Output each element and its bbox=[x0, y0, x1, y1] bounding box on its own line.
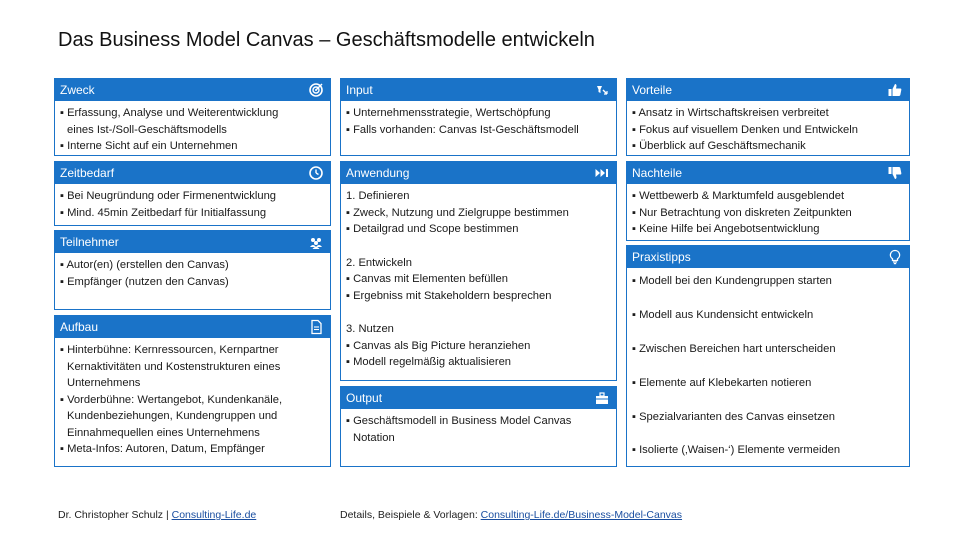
card-header bbox=[341, 387, 616, 409]
text-line: Einnahmequellen eines Unternehmens bbox=[67, 426, 260, 439]
card-header bbox=[627, 79, 909, 101]
text-line: ▪ Erfassung, Analyse und Weiterentwicklung bbox=[60, 107, 279, 119]
card-body bbox=[346, 105, 612, 138]
tip-line: ▪ Spezialvarianten des Canvas einsetzen bbox=[632, 410, 835, 423]
card-body bbox=[346, 188, 612, 371]
card-title: Output bbox=[346, 391, 383, 405]
footer-author-link[interactable]: Consulting-Life.de bbox=[171, 509, 257, 521]
text-line: ▪ Wettbewerb & Marktumfeld ausgeblendet bbox=[632, 190, 845, 202]
text-line: ▪ Meta-Infos: Autoren, Datum, Empfänger bbox=[60, 443, 265, 455]
text-line: ▪ Falls vorhanden: Canvas Ist-Geschäftsmodell bbox=[346, 123, 579, 136]
card-header bbox=[55, 231, 330, 253]
step-title: 2. Entwickeln bbox=[346, 256, 412, 269]
text-line: ▪ Bei Neugründung oder Firmenentwicklung bbox=[60, 190, 277, 202]
lightbulb-icon bbox=[887, 249, 903, 265]
text-line: Notation bbox=[353, 431, 395, 444]
card-header bbox=[627, 246, 909, 268]
text-line: ▪ Ergebniss mit Stakeholdern besprechen bbox=[346, 289, 552, 302]
card-body bbox=[346, 413, 612, 446]
footer-author-text: Dr. Christopher Schulz | bbox=[58, 509, 172, 521]
people-icon bbox=[308, 234, 324, 250]
card-body bbox=[632, 105, 905, 155]
card-aufbau bbox=[54, 315, 331, 467]
card-title: Anwendung bbox=[346, 166, 410, 180]
text-line: ▪ Mind. 45min Zeitbedarf für Initialfassung bbox=[60, 206, 267, 219]
card-output bbox=[340, 386, 617, 467]
text-line: ▪ Geschäftsmodell in Business Model Canvas bbox=[346, 415, 572, 427]
tip-line: ▪ Modell bei den Kundengruppen starten bbox=[632, 275, 832, 287]
text-line: ▪ Vorderbühne: Wertangebot, Kundenkanäle, bbox=[60, 393, 283, 406]
footer-details-link[interactable]: Consulting-Life.de/Business-Model-Canvas bbox=[480, 509, 683, 521]
text-line: ▪ Hinterbühne: Kernressourcen, Kernpartner bbox=[60, 344, 279, 356]
text-line: ▪ Canvas mit Elementen befüllen bbox=[346, 273, 508, 285]
funnel-icon bbox=[594, 82, 610, 98]
text-line: ▪ Zweck, Nutzung und Zielgruppe bestimmen bbox=[346, 206, 569, 219]
tip-line: ▪ Isolierte (‚Waisen-‘) Elemente vermeiden bbox=[632, 444, 841, 457]
card-title: Zweck bbox=[60, 83, 95, 97]
card-zweck bbox=[54, 78, 331, 156]
card-title: Nachteile bbox=[632, 166, 683, 180]
tip-line: ▪ Elemente auf Klebekarten notieren bbox=[632, 376, 812, 389]
text-line: ▪ Nur Betrachtung von diskreten Zeitpunkten bbox=[632, 206, 852, 219]
step-title: 1. Definieren bbox=[346, 190, 410, 202]
text-line: Kernaktivitäten und Kostenstrukturen eines bbox=[67, 360, 281, 373]
step-title: 3. Nutzen bbox=[346, 323, 394, 335]
card-title: Input bbox=[346, 83, 373, 97]
card-input bbox=[340, 78, 617, 156]
tip-line: ▪ Modell aus Kundensicht entwickeln bbox=[632, 308, 814, 321]
text-line: ▪ Empfänger (nutzen den Canvas) bbox=[60, 275, 229, 288]
text-line: ▪ Detailgrad und Scope bestimmen bbox=[346, 223, 519, 235]
card-header bbox=[627, 162, 909, 184]
play-forward-icon bbox=[594, 165, 610, 181]
document-icon bbox=[308, 319, 324, 335]
card-body bbox=[632, 273, 905, 476]
text-line: Kundenbeziehungen, Kundengruppen und bbox=[67, 410, 278, 422]
page-title: Das Business Model Canvas – Geschäftsmodelle entwickeln bbox=[58, 29, 595, 51]
target-icon bbox=[308, 82, 324, 98]
briefcase-icon bbox=[594, 390, 610, 406]
card-zeitbedarf bbox=[54, 161, 331, 226]
tip-line: ▪ Zwischen Bereichen hart unterscheiden bbox=[632, 342, 836, 355]
footer-details bbox=[340, 509, 682, 521]
card-body bbox=[60, 257, 326, 290]
card-header bbox=[55, 316, 330, 338]
text-line: ▪ Ansatz in Wirtschaftskreisen verbreitet bbox=[632, 107, 829, 119]
text-line: ▪ Unternehmensstrategie, Wertschöpfung bbox=[346, 107, 551, 119]
card-body bbox=[632, 188, 905, 238]
text-line: ▪ Interne Sicht auf ein Unternehmen bbox=[60, 140, 238, 152]
footer-details-text: Details, Beispiele & Vorlagen: bbox=[340, 509, 481, 521]
card-body bbox=[60, 105, 326, 155]
text-line: ▪ Keine Hilfe bei Angebotsentwicklung bbox=[632, 223, 820, 235]
text-line: eines Ist-/Soll-Geschäftsmodells bbox=[67, 123, 227, 136]
card-anwendung bbox=[340, 161, 617, 381]
text-line: ▪ Canvas als Big Picture heranziehen bbox=[346, 339, 531, 352]
clock-icon bbox=[308, 165, 324, 181]
card-header bbox=[341, 79, 616, 101]
text-line: Unternehmens bbox=[67, 377, 141, 389]
card-title: Praxistipps bbox=[632, 250, 691, 264]
card-title: Vorteile bbox=[632, 83, 673, 97]
card-header bbox=[55, 162, 330, 184]
card-body bbox=[60, 342, 326, 458]
card-vorteile bbox=[626, 78, 910, 156]
card-teilnehmer bbox=[54, 230, 331, 310]
card-nachteile bbox=[626, 161, 910, 241]
text-line: ▪ Modell regelmäßig aktualisieren bbox=[346, 356, 512, 368]
card-praxistipps bbox=[626, 245, 910, 467]
card-title: Teilnehmer bbox=[60, 235, 119, 249]
card-header bbox=[55, 79, 330, 101]
text-line: ▪ Fokus auf visuellem Denken und Entwickeln bbox=[632, 123, 858, 136]
text-line: ▪ Überblick auf Geschäftsmechanik bbox=[632, 140, 806, 152]
card-body bbox=[60, 188, 326, 221]
thumbs-up-icon bbox=[887, 82, 903, 98]
card-header bbox=[341, 162, 616, 184]
card-title: Aufbau bbox=[60, 320, 99, 334]
card-title: Zeitbedarf bbox=[60, 166, 115, 180]
text-line: ▪ Autor(en) (erstellen den Canvas) bbox=[60, 259, 229, 271]
footer-author bbox=[58, 509, 256, 521]
thumbs-down-icon bbox=[887, 165, 903, 181]
